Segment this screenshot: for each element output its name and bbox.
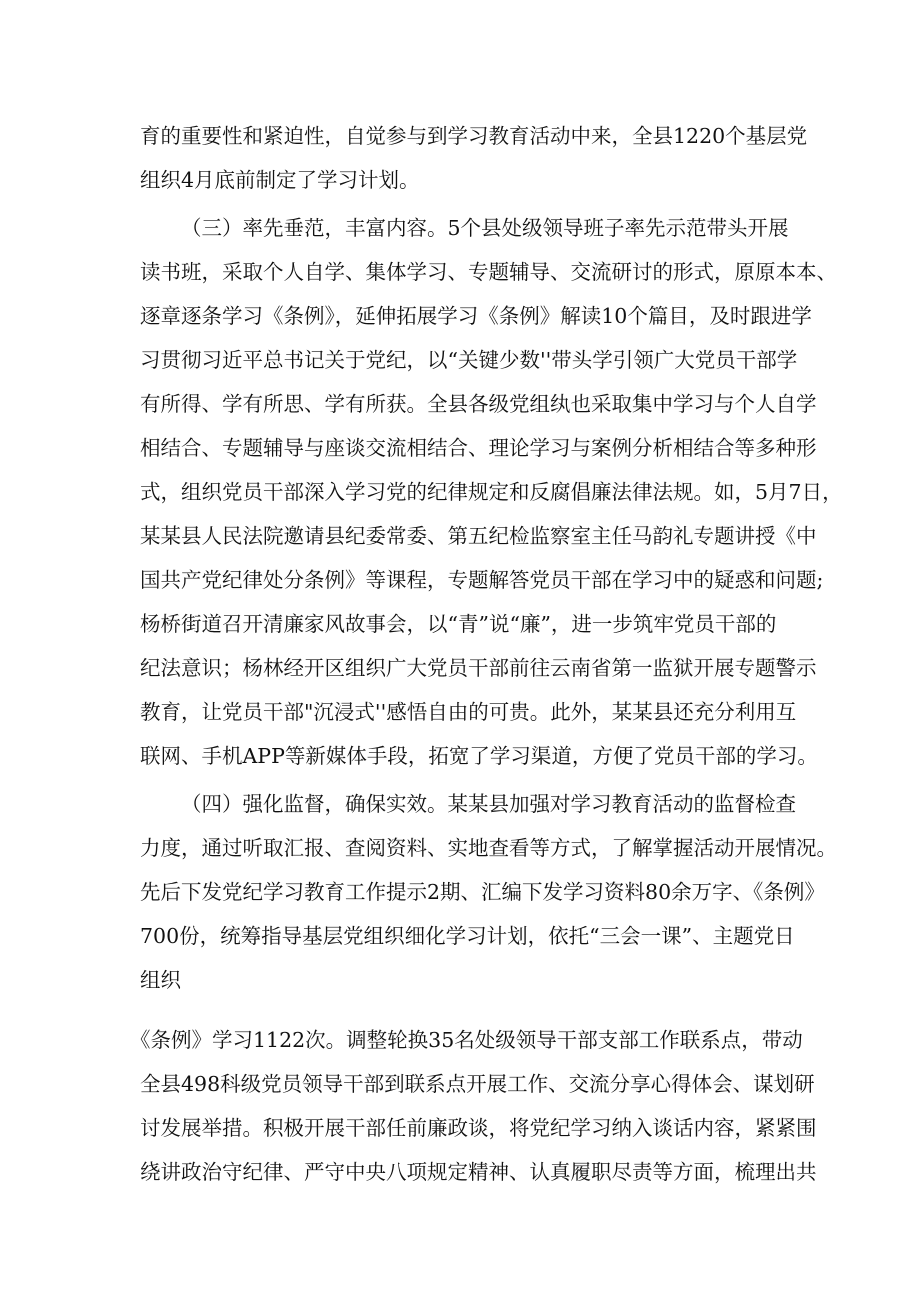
text-line: 纪法意识；杨林经开区组织广大党员干部前往云南省第一监狱开展专题警示 bbox=[140, 656, 817, 680]
text-line: 习贯彻习近平总书记关于党纪，以“关键少数''带头学引领广大党员干部学 bbox=[140, 348, 798, 372]
text-line: 组织 bbox=[140, 968, 181, 992]
text-line: 讨发展举措。积极开展干部任前廉政谈，将党纪学习纳入谈话内容，紧紧围 bbox=[140, 1116, 817, 1140]
text-line: 绕讲政治守纪律、严守中央八项规定精神、认真履职尽责等方面，梳理出共 bbox=[140, 1160, 817, 1184]
text-line: 杨桥街道召开清廉家风故事会，以“青”说“廉”，进一步筑牢党员干部的 bbox=[140, 612, 777, 636]
text-line: 育的重要性和紧迫性，自觉参与到学习教育活动中来，全县1220个基层党 bbox=[140, 124, 808, 148]
paragraph-heading-4: （四）强化监督，确保实效。某某县加强对学习教育活动的监督检查 bbox=[181, 792, 796, 816]
text-line: 逐章逐条学习《条例》，延伸拓展学习《条例》解读10个篇目，及时跟进学 bbox=[140, 304, 812, 328]
text-line: 《条例》学习1122次。调整轮换35名处级领导干部支部工作联系点，带动 bbox=[130, 1028, 803, 1052]
text-line: 教育，让党员干部"沉浸式''感悟自由的可贵。此外，某某县还充分利用互 bbox=[140, 700, 797, 724]
text-line: 某某县人民法院邀请县纪委常委、第五纪检监察室主任马韵礼专题讲授《中 bbox=[140, 524, 817, 548]
text-line: 先后下发党纪学习教育工作提示2期、汇编下发学习资料80余万字、《条例》 bbox=[140, 880, 825, 904]
text-line: 相结合、专题辅导与座谈交流相结合、理论学习与案例分析相结合等多种形 bbox=[140, 436, 817, 460]
paragraph-heading-3: （三）率先垂范，丰富内容。5个县处级领导班子率先示范带头开展 bbox=[181, 216, 789, 240]
text-line: 国共产党纪律处分条例》等课程，专题解答党员干部在学习中的疑惑和问题; bbox=[140, 568, 824, 592]
text-line: 力度，通过听取汇报、查阅资料、实地查看等方式，了解掌握活动开展情况。 bbox=[140, 836, 837, 860]
text-line: 全县498科级党员领导干部到联系点开展工作、交流分享心得体会、谋划研 bbox=[140, 1072, 815, 1096]
text-line: 联网、手机APP等新媒体手段，拓宽了学习渠道，方便了党员干部的学习。 bbox=[140, 744, 818, 768]
text-line: 式，组织党员干部深入学习党的纪律规定和反腐倡廉法律法规。如，5月7日， bbox=[140, 480, 843, 504]
text-line: 700份，统筹指导基层党组织细化学习计划，依托“三会一课”、主题党日 bbox=[140, 924, 795, 948]
text-line: 组织4月底前制定了学习计划。 bbox=[140, 168, 420, 192]
text-line: 有所得、学有所思、学有所获。全县各级党组纨也采取集中学习与个人自学 bbox=[140, 392, 817, 416]
text-line: 读书班，采取个人自学、集体学习、专题辅导、交流研讨的形式，原原本本、 bbox=[140, 260, 837, 284]
